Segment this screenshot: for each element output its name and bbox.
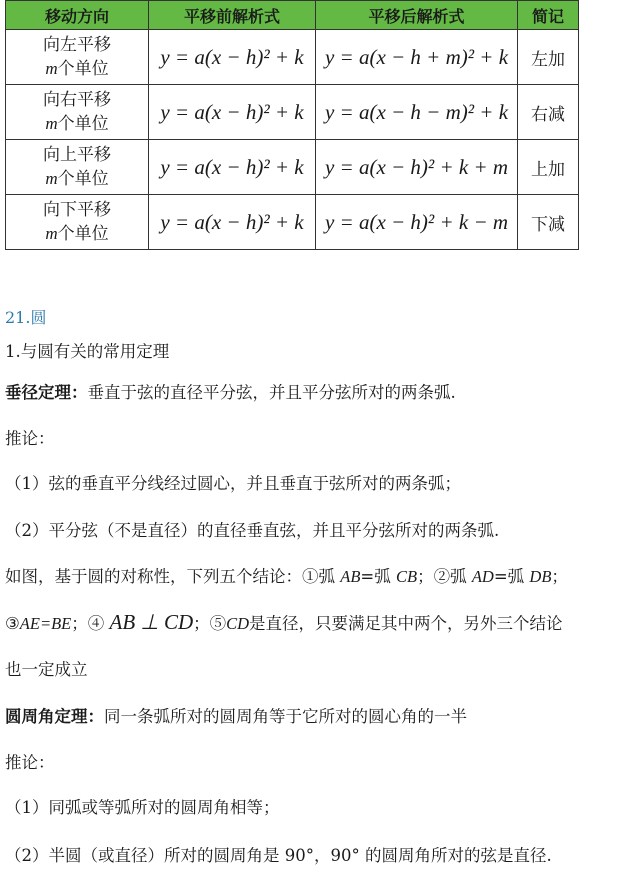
corollary-label: 推论： [5,429,55,448]
section-title: 21.圆 [5,308,47,327]
theorem-label: 垂径定理： [5,383,88,402]
distance-variable: m [45,169,58,188]
formula-before: y = a(x − h)² + k [149,195,316,250]
inscribed-angle-theorem [5,706,467,728]
header-direction: 移动方向 [6,1,149,30]
corollary-item: （1）弦的垂直平分线经过圆心，并且垂直于弦所对的两条弧； [5,474,461,493]
table-row [6,85,579,140]
table-row [6,140,579,195]
unit-text: 个单位 [57,169,109,189]
direction-text: 向上平移 [43,145,111,165]
direction-cell [6,85,149,140]
direction-text: 向左平移 [43,35,111,55]
table-row [6,30,579,85]
direction-cell [6,30,149,85]
formula-before: y = a(x − h)² + k [149,30,316,85]
direction-text: 向右平移 [43,90,111,110]
note-cell: 上加 [518,140,579,195]
formula-after: y = a(x − h)² + k + m [316,140,518,195]
header-before: 平移前解析式 [149,1,316,30]
table-header-row [6,1,579,30]
distance-variable: m [45,114,58,133]
direction-text: 向下平移 [43,200,111,220]
perpendicular-diameter-theorem [5,382,456,404]
formula-after: y = a(x − h − m)² + k [316,85,518,140]
direction-cell [6,140,149,195]
distance-variable: m [45,224,58,243]
unit-text: 个单位 [57,114,109,134]
theorem-text: 同一条弧所对的圆周角等于它所对的圆心角的一半 [104,707,467,726]
header-after: 平移后解析式 [316,1,518,30]
theorem-text: 垂直于弦的直径平分弦，并且平分弦所对的两条弧. [87,383,456,402]
section-subtitle: 1.与圆有关的常用定理 [5,342,170,361]
table-row [6,195,579,250]
formula-before: y = a(x − h)² + k [149,85,316,140]
formula-after: y = a(x − h)² + k − m [316,195,518,250]
distance-variable: m [45,59,58,78]
perpendicular-formula: AB ⊥ CD [109,610,194,634]
direction-cell [6,195,149,250]
corollary-item: （1）同弧或等弧所对的圆周角相等； [5,798,280,817]
corollary-label: 推论： [5,753,55,772]
note-cell: 右减 [518,85,579,140]
symmetry-paragraph-line1: 如图，基于圆的对称性，下列五个结论：①弧 AB=弧 CB；②弧 AD=弧 DB； [5,567,568,586]
corollary-item: （2）平分弦（不是直径）的直径垂直弦，并且平分弦所对的两条弧. [5,521,500,540]
unit-text: 个单位 [57,59,109,79]
translation-table [5,0,579,250]
theorem-label: 圆周角定理： [5,707,104,726]
symmetry-paragraph-line3: 也一定成立 [5,660,88,679]
corollary-item: （2）半圆（或直径）所对的圆周角是 90°，90° 的圆周角所对的弦是直径. [5,846,552,865]
note-cell: 左加 [518,30,579,85]
header-note: 简记 [518,1,579,30]
formula-before: y = a(x − h)² + k [149,140,316,195]
unit-text: 个单位 [57,224,109,244]
note-cell: 下减 [518,195,579,250]
symmetry-paragraph-line2: ③AE=BE；④ AB ⊥ CD；⑤CD是直径，只要满足其中两个，另外三个结论 [5,610,563,634]
formula-after: y = a(x − h + m)² + k [316,30,518,85]
